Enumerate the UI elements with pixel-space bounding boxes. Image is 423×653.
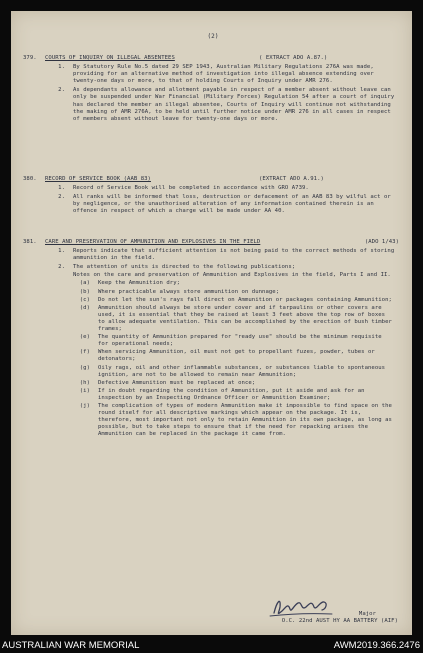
section-number: 381. <box>23 239 37 245</box>
section-number: 379. <box>23 55 37 61</box>
section-reference: ( EXTRACT ADO A.87.) <box>259 55 328 61</box>
list-item <box>23 334 403 348</box>
section-heading <box>23 239 403 246</box>
footer-catalogue-id: AWM2019.366.2476 <box>333 640 420 651</box>
list-item <box>23 305 403 333</box>
item-text: Do not let the sun's rays fall direct on Ammunition or packages containing Ammunition; <box>98 296 392 303</box>
item-text: The quantity of Ammunition prepared for "ready use" should be the minimum requisite for operational needs; <box>98 334 382 348</box>
paragraph-text: Record of Service Book will be completed in accordance with GRO A739. <box>73 185 309 192</box>
item-letter: (h) <box>79 379 90 386</box>
list-item <box>23 297 403 304</box>
paragraph <box>23 248 403 262</box>
item-letter: (c) <box>79 296 90 303</box>
paragraph-text: Reports indicate that sufficient attention is not being paid to the correct methods of storing ammunition in the field. <box>73 248 395 262</box>
section-380 <box>23 176 403 215</box>
item-text: The complication of types of modern Ammunition make it impossible to find space on the round itself for all descriptive markings which appear on the package. It is, therefore, most important not only to retain Ammunition in its own package, as long as possible, but to take steps to ensure that if the need for repacking arises the Ammunition can be replaced in the package it came from. <box>98 402 392 438</box>
page-number: (2) <box>207 33 219 40</box>
item-text: If in doubt regarding the condition of Ammunition, put it aside and ask for an inspection by an Inspecting Ordnance Officer or Ammunition Examiner; <box>98 387 365 401</box>
paragraph <box>23 194 403 215</box>
list-item <box>23 388 403 402</box>
paragraph <box>23 87 403 122</box>
item-text: Ammunition should always be store under cover and if tarpaulins or other covers are used, it is essential that they be raised at least 3 feet above the top row of boxes to allow adequate ventilation. This can be accomplished by the erection of bush timber frames; <box>98 304 392 333</box>
footer-institution: AUSTRALIAN WAR MEMORIAL <box>2 640 140 651</box>
paragraph-number: 2. <box>58 87 65 94</box>
margin-note: (ADO 1/43) <box>364 239 399 245</box>
paragraph-number: 2. <box>58 194 65 201</box>
item-text: Defective Ammunition must be replaced at once; <box>98 379 256 386</box>
paragraph-number: 1. <box>58 185 65 192</box>
document-body <box>23 11 403 635</box>
section-title: RECORD OF SERVICE BOOK (AAB 83) <box>45 176 151 182</box>
signature-block <box>233 611 398 625</box>
item-letter: (g) <box>79 364 90 371</box>
paragraph-number: 2. <box>58 264 65 271</box>
section-heading <box>23 176 403 183</box>
publication-intro: Notes on the care and preservation of Ammunition and Explosives in the field, Parts I and II. <box>73 272 391 279</box>
paragraph <box>23 185 403 192</box>
item-letter: (a) <box>79 280 90 287</box>
item-text: Oily rags, oil and other inflammable substances, or substances liable to spontaneous ignition, are not to be allowed to remain near Ammunition; <box>98 364 386 378</box>
section-381 <box>23 239 403 438</box>
section-number: 380. <box>23 176 37 182</box>
list-item <box>23 289 403 296</box>
item-letter: (f) <box>79 349 90 356</box>
paragraph-number: 1. <box>58 248 65 255</box>
list-item <box>23 349 403 363</box>
section-title: CARE AND PRESERVATION OF AMMUNITION AND EXPLOSIVES IN THE FIELD <box>45 239 261 245</box>
list-item <box>23 380 403 387</box>
item-letter: (j) <box>79 402 90 409</box>
item-text: Keep the Ammunition dry; <box>98 280 181 287</box>
signatory-rank: Major <box>358 611 376 617</box>
item-text: Where practicable always store ammunition on dunnage; <box>98 288 280 295</box>
item-text: When servicing Ammunition, oil must not get to propellant fuzes, powder, tubes or detonators; <box>98 349 375 363</box>
paragraph <box>23 264 403 271</box>
list-item <box>23 403 403 438</box>
list-item <box>23 365 403 379</box>
section-379 <box>23 55 403 123</box>
item-letter: (e) <box>79 334 90 341</box>
section-heading <box>23 55 403 62</box>
section-title: COURTS OF INQUIRY ON ILLEGAL ABSENTEES <box>45 55 175 61</box>
paragraph-text: All ranks will be informed that loss, destruction or defacement of an AAB 83 by wilful act or by negligence, or the unauthorised alteration of any information contained therein is an offence in respect of which a charge will be made under AA 40. <box>73 194 391 215</box>
document-sheet <box>11 11 412 635</box>
item-letter: (i) <box>79 387 90 394</box>
footer-bar <box>0 636 423 653</box>
paragraph-text: The attention of units is directed to the following publications; <box>73 264 296 271</box>
item-letter: (d) <box>79 304 90 311</box>
paragraph-number: 1. <box>58 64 65 71</box>
item-letter: (b) <box>79 288 90 295</box>
paragraph-text: By Statutory Rule No.5 dated 29 SEP 1943, Australian Military Regulations 276A was made, providing for an alternative method of investigation into illegal absence extending over twenty-one days or more, to that of holding Courts of Inquiry under AMR 276. <box>73 64 374 85</box>
section-reference: (EXTRACT ADO A.91.) <box>259 176 324 182</box>
paragraph-text: As dependants allowance and allotment payable in respect of a member absent without leave can only be suspended under War Financial (Military Forces) Regulation 54 after a court of inquiry has declared the member an illegal absentee, Courts of Inquiry will continue not withstanding the making of AMR 276A, to be held until further notice under AMR 276 in all cases in respect of members absent without leave for twenty-one days or more. <box>73 87 395 122</box>
signatory-unit: O.C. 22nd AUST HY AA BATTERY (AIF) <box>281 618 398 625</box>
list-item <box>23 280 403 287</box>
paragraph <box>23 64 403 85</box>
